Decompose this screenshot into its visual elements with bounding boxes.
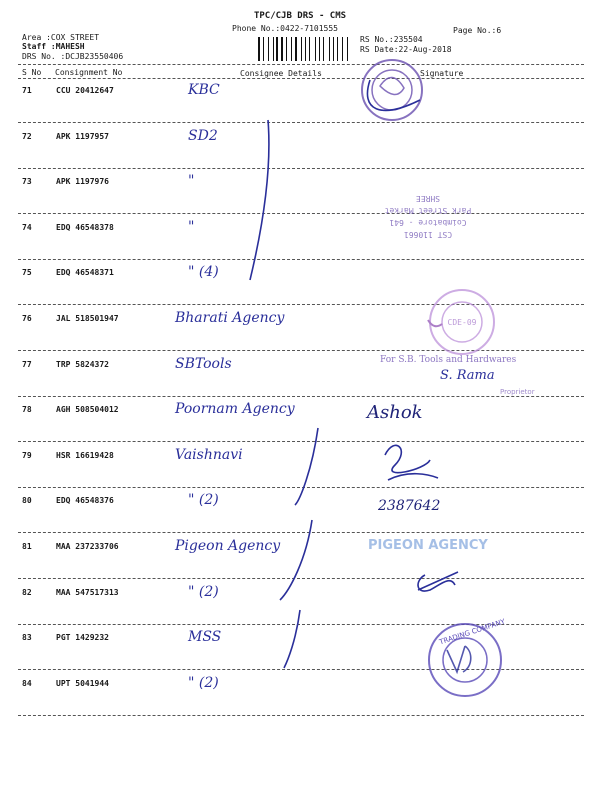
stamp-for-tools: For S.B. Tools and Hardwares [380,355,517,365]
row-consignment-number: EDQ 46548376 [56,496,114,506]
row-handwritten-consignee: MSS [188,629,222,646]
signature-ashok: Ashok [367,402,423,423]
row-sno: 77 [22,359,32,369]
column-header-signature: Signature [420,69,464,78]
phone-number: Phone No.:0422-7101555 [232,24,338,33]
column-header-consignment: Consignment No [55,68,123,77]
svg-text:Park Street Market: Park Street Market [384,206,472,215]
svg-text:Coimbatore - 641: Coimbatore - 641 [389,218,467,227]
row-handwritten-consignee: " [188,218,195,235]
column-header-sno: S No [22,68,42,77]
stamp-pigeon-agency: PIGEON AGENCY [368,538,488,553]
row-consignment-number: MAA 547517313 [56,587,119,597]
row-sno: 74 [22,222,32,232]
row-sno: 82 [22,587,32,597]
row-handwritten-consignee: Bharati Agency [175,310,285,326]
row-consignment-number: APK 1197957 [56,131,109,141]
row-sno: 71 [22,86,32,95]
row-handwritten-consignee: " (4) [188,264,219,281]
page-number: Page No.:6 [453,26,502,35]
row-sno: 79 [22,450,32,460]
row-handwritten-consignee: " (2) [188,492,219,509]
row-handwritten-consignee: " (2) [188,583,219,600]
area-label: Area :COX STREET [22,33,100,42]
row-consignment-number: AGH 508504012 [56,405,119,415]
stamp-trading-company: TRADING COMPANY [438,617,507,647]
row-sno: 72 [22,131,32,141]
drs-number: DRS No. :DCJB23550406 [22,52,124,61]
round-stamp-top [362,60,422,120]
row-consignment-number: APK 1197976 [56,177,109,187]
staff-label: Staff :MAHESH [22,42,85,51]
signature-srini: S. Rama [440,368,495,383]
row-handwritten-consignee: Poornam Agency [175,401,295,418]
row-consignment-number: CCU 20412647 [56,86,114,95]
row-sno: 73 [22,177,32,187]
row-sno: 76 [22,314,32,323]
row-consignment-number: EDQ 46548371 [56,268,114,278]
row-sno: 78 [22,405,32,415]
row-consignment-number: JAL 518501947 [56,314,119,323]
row-handwritten-consignee: Pigeon Agency [175,538,281,554]
row-handwritten-consignee: SBTools [175,355,232,372]
row-sno: 84 [22,678,32,688]
pigeon-stamp [360,545,500,600]
row-consignment-number: MAA 237233706 [56,542,119,551]
svg-text:CDE-09: CDE-09 [447,318,477,327]
row-sno: 75 [22,268,32,278]
row-consignment-number: UPT 5041944 [56,678,109,688]
row-handwritten-consignee: " (2) [188,674,219,691]
rs-number: RS No.:235504 [360,35,423,44]
handwritten-number: 2387642 [378,498,441,514]
row-consignment-number: HSR 16619428 [56,450,114,460]
row-sno: 80 [22,496,32,506]
row-consignment-number: PGT 1429232 [56,633,109,643]
row-handwritten-consignee: " [188,173,195,190]
round-stamp-cde [428,290,494,354]
row-handwritten-consignee: SD2 [188,127,218,144]
row-handwritten-consignee: Vaishnavi [175,446,243,463]
inverted-stamp [378,186,478,244]
svg-text:CST 110661: CST 110661 [403,230,453,239]
row-sno: 83 [22,633,32,643]
row-handwritten-consignee: KBC [188,82,220,98]
rs-date: RS Date:22-Aug-2018 [360,45,452,54]
document-title: TPC/CJB DRS - CMS [253,11,347,21]
row-consignment-number: EDQ 46548378 [56,222,114,232]
row-consignment-number: TRP 5824372 [56,359,109,369]
column-header-consignee: Consignee Details [240,69,322,78]
stamp-proprietor: Proprietor [500,388,535,396]
row-sno: 81 [22,542,32,551]
svg-text:SHREE: SHREE [415,194,441,203]
